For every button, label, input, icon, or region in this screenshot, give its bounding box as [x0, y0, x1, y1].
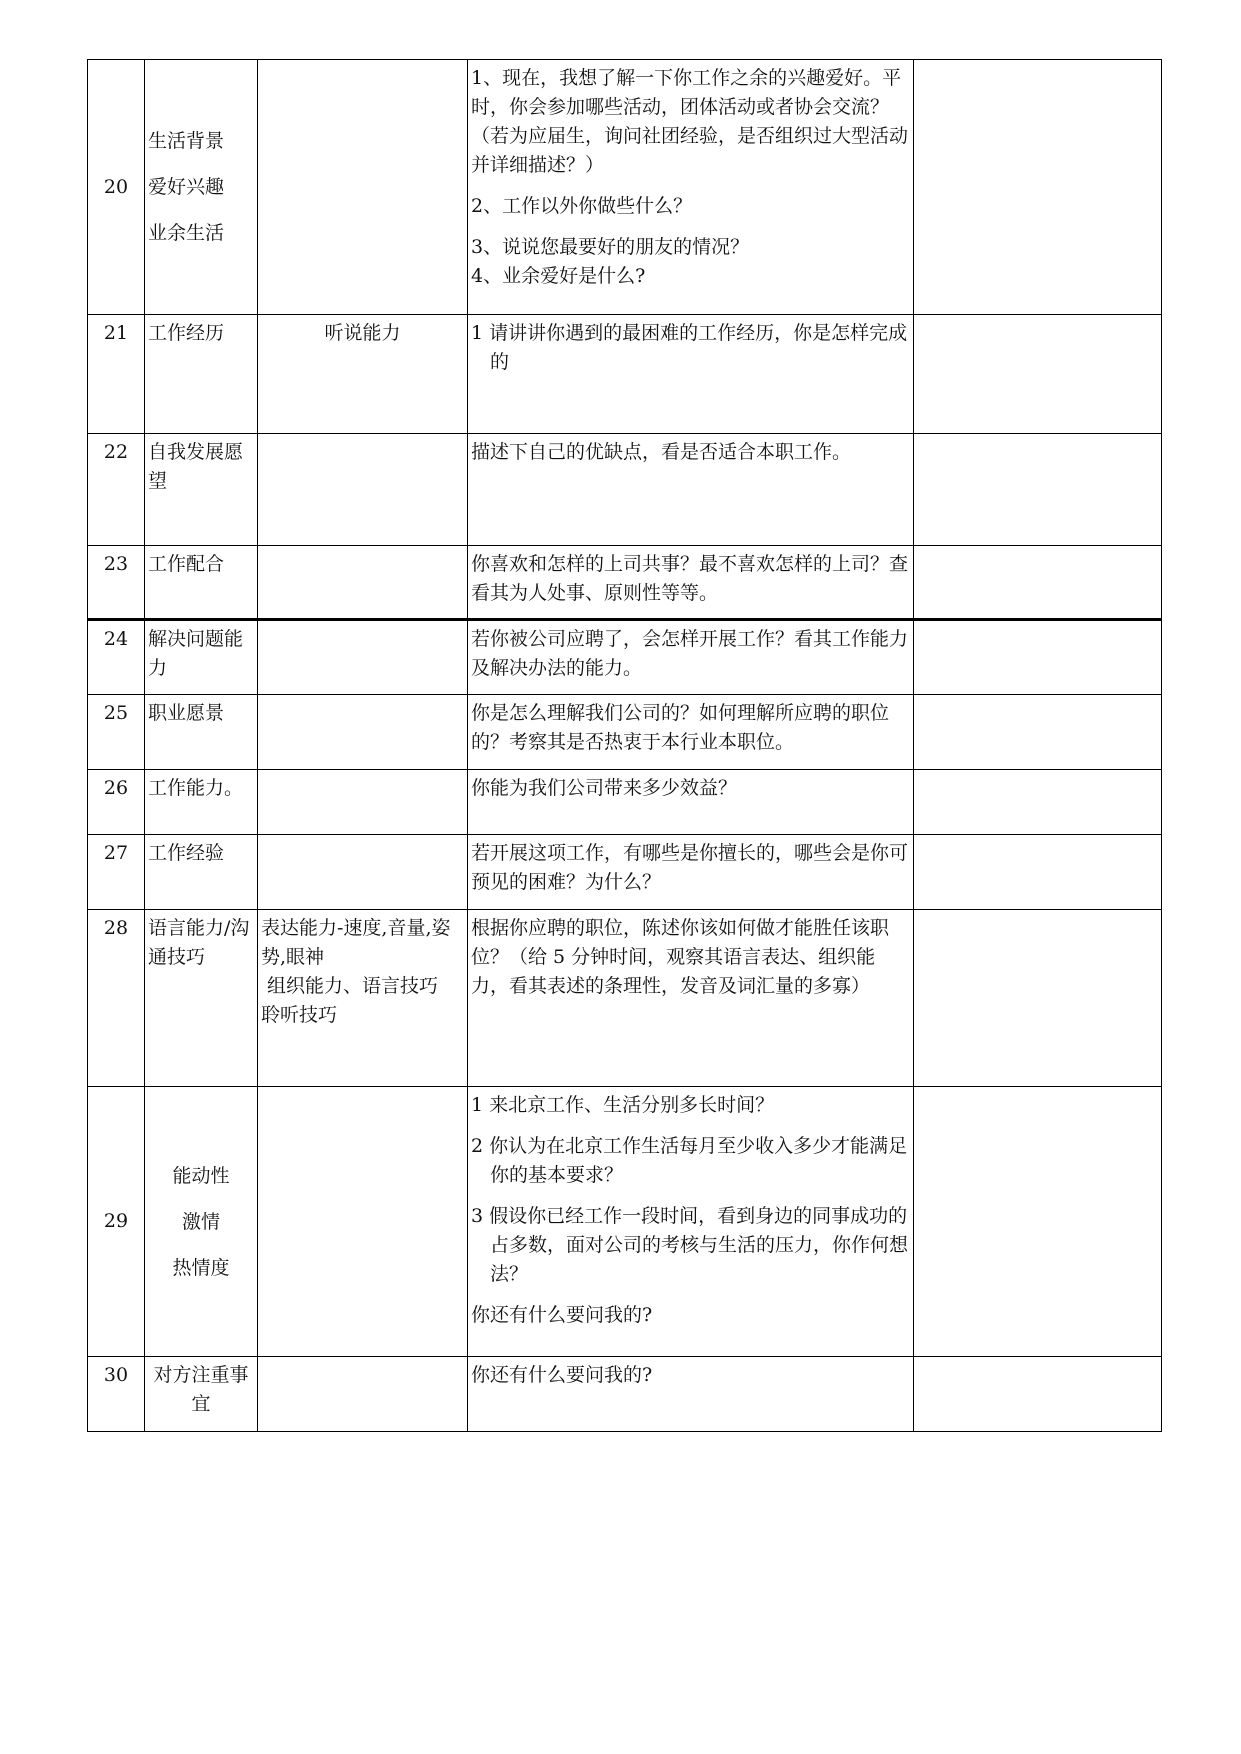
category-line: 工作能力。 [148, 777, 244, 799]
row-notes [914, 1087, 1162, 1357]
question-text: 你还有什么要问我的? [471, 1364, 653, 1386]
row-category [145, 434, 258, 546]
table-row [88, 695, 1162, 770]
question-text: 1 请讲讲你遇到的最困难的工作经历，你是怎样完成的 [471, 322, 908, 373]
table-row [88, 770, 1162, 835]
question-text: 若你被公司应聘了，会怎样开展工作？看其工作能力及解决办法的能力。 [471, 628, 909, 679]
row-notes [914, 835, 1162, 910]
row-questions [468, 546, 914, 620]
row-questions [468, 770, 914, 835]
row-number: 24 [88, 620, 145, 695]
category-line: 对方注重事宜 [153, 1364, 249, 1415]
row-notes [914, 60, 1162, 315]
row-category [145, 1357, 258, 1432]
ability-line: 聆听技巧 [261, 1004, 338, 1026]
question-text: 1、现在，我想了解一下你工作之余的兴趣爱好。平时，你会参加哪些活动，团体活动或者协会交流？（若为应届生，询问社团经验，是否组织过大型活动并详细描述？） [471, 67, 909, 176]
question-text: 3 假设你已经工作一段时间，看到身边的同事成功的占多数，面对公司的考核与生活的压力，你作何想法？ [471, 1205, 909, 1285]
table-row [88, 315, 1162, 434]
question-text: 2、工作以外你做些什么？ [471, 195, 693, 217]
row-questions [468, 910, 914, 1087]
row-notes [914, 315, 1162, 434]
category-line: 工作经验 [148, 842, 225, 864]
category-line: 能动性 [172, 1164, 230, 1187]
table-row [88, 620, 1162, 695]
row-notes [914, 695, 1162, 770]
table-row [88, 910, 1162, 1087]
row-ability [258, 695, 468, 770]
row-number: 30 [88, 1357, 145, 1432]
question-text: 你还有什么要问我的? [471, 1304, 653, 1326]
table-row [88, 1357, 1162, 1432]
row-questions [468, 1087, 914, 1357]
row-ability [258, 1087, 468, 1357]
row-ability [258, 770, 468, 835]
row-number: 21 [88, 315, 145, 434]
row-number: 27 [88, 835, 145, 910]
row-questions [468, 835, 914, 910]
row-number: 20 [88, 60, 145, 315]
row-ability [258, 910, 468, 1087]
category-line: 工作配合 [148, 553, 225, 575]
category-line: 自我发展愿望 [148, 441, 244, 492]
table-row [88, 60, 1162, 315]
row-ability [258, 620, 468, 695]
row-questions [468, 1357, 914, 1432]
interview-question-table [87, 59, 1162, 1432]
row-category [145, 546, 258, 620]
row-notes [914, 1357, 1162, 1432]
row-category [145, 60, 258, 315]
row-ability [258, 1357, 468, 1432]
row-category [145, 315, 258, 434]
row-category [145, 620, 258, 695]
row-ability [258, 60, 468, 315]
row-notes [914, 770, 1162, 835]
row-category [145, 695, 258, 770]
row-questions [468, 315, 914, 434]
ability-line: 表达能力-速度,音量,姿势,眼神 [261, 917, 451, 968]
category-line: 工作经历 [148, 322, 225, 344]
table-row [88, 1087, 1162, 1357]
row-number: 29 [88, 1087, 145, 1357]
category-line: 语言能力/沟通技巧 [148, 917, 250, 968]
row-notes [914, 620, 1162, 695]
row-questions [468, 695, 914, 770]
category-line: 热情度 [172, 1256, 230, 1279]
row-questions [468, 434, 914, 546]
row-number: 23 [88, 546, 145, 620]
row-notes [914, 434, 1162, 546]
category-line: 激情 [181, 1210, 220, 1233]
row-category [145, 910, 258, 1087]
row-ability [258, 315, 468, 434]
question-text: 若开展这项工作，有哪些是你擅长的，哪些会是你可预见的困难？为什么？ [471, 842, 909, 893]
row-number: 25 [88, 695, 145, 770]
question-text: 2 你认为在北京工作生活每月至少收入多少才能满足你的基本要求？ [471, 1135, 908, 1186]
question-text: 你是怎么理解我们公司的？如何理解所应聘的职位的？考察其是否热衷于本行业本职位。 [471, 702, 890, 753]
category-line: 业余生活 [148, 222, 225, 244]
question-text: 3、说说您最要好的朋友的情况？ [471, 236, 750, 258]
table-row [88, 434, 1162, 546]
row-category [145, 1087, 258, 1357]
question-text: 你喜欢和怎样的上司共事？最不喜欢怎样的上司？查看其为人处事、原则性等等。 [471, 553, 909, 604]
row-questions [468, 60, 914, 315]
table-row [88, 546, 1162, 620]
category-line: 解决问题能力 [148, 628, 244, 679]
ability-line: 听说能力 [324, 322, 401, 344]
question-text: 1 来北京工作、生活分别多长时间？ [471, 1094, 775, 1116]
question-text: 根据你应聘的职位，陈述你该如何做才能胜任该职位？（给 5 分钟时间，观察其语言表达、组织能力，看其表述的条理性，发音及词汇量的多寡） [471, 917, 890, 997]
row-notes [914, 546, 1162, 620]
row-ability [258, 546, 468, 620]
row-number: 22 [88, 434, 145, 546]
question-text: 描述下自己的优缺点，看是否适合本职工作。 [471, 441, 852, 463]
row-category [145, 770, 258, 835]
table-row [88, 835, 1162, 910]
row-category [145, 835, 258, 910]
category-line: 爱好兴趣 [148, 176, 225, 198]
question-text: 4、业余爱好是什么? [471, 265, 646, 287]
row-number: 26 [88, 770, 145, 835]
row-notes [914, 910, 1162, 1087]
row-ability [258, 835, 468, 910]
row-questions [468, 620, 914, 695]
category-line: 生活背景 [148, 130, 225, 152]
row-ability [258, 434, 468, 546]
row-number: 28 [88, 910, 145, 1087]
category-line: 职业愿景 [148, 702, 225, 724]
ability-line: 组织能力、语言技巧 [261, 975, 439, 997]
question-text: 你能为我们公司带来多少效益？ [471, 777, 738, 799]
